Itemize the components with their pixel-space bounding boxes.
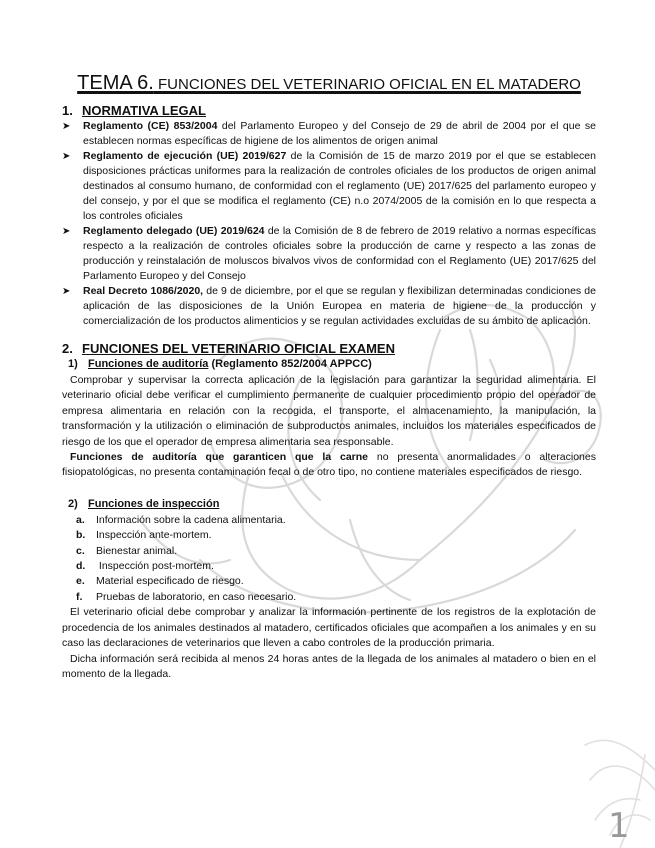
- subsection-reference: (Reglamento 852/2004 APPCC): [208, 358, 372, 370]
- bold-lead: Funciones de auditoría que garanticen que la carne: [70, 451, 369, 464]
- arrow-bullet-icon: ➤: [62, 151, 71, 162]
- regulation-name: Reglamento delegado (UE) 2019/624: [83, 225, 265, 237]
- arrow-bullet-icon: ➤: [62, 121, 71, 132]
- subsection-heading-inspeccion: [68, 497, 596, 512]
- regulation-item: [62, 224, 596, 284]
- item-letter: e.: [76, 575, 85, 588]
- inspection-item: [76, 574, 596, 589]
- subsection-number: 2): [68, 497, 78, 510]
- subsection-number: 1): [68, 358, 78, 370]
- item-text: Material especificado de riesgo.: [96, 575, 244, 588]
- title-text: FUNCIONES DEL VETERINARIO OFICIAL EN EL MATADERO: [153, 76, 581, 93]
- regulation-list: [62, 119, 596, 329]
- item-text: Información sobre la cadena alimentaria.: [96, 513, 286, 526]
- inspeccion-paragraph: El veterinario oficial debe comprobar y analizar la información pertinente de los registros de la explotación de procedencia de los animales destinados al matadero, certificados oficiales que acompañen a los animales y en su caso las declaraciones de veterinarios que lleven a cabo controles de la producción primaria.: [62, 606, 596, 650]
- item-letter: c.: [76, 544, 85, 557]
- item-letter: f.: [76, 590, 83, 603]
- subsection-title: Funciones de inspección: [88, 497, 220, 510]
- subsection-heading-auditoria: [68, 357, 596, 372]
- inspection-item: [76, 544, 596, 559]
- page-number: 1: [608, 806, 630, 846]
- document-page: [62, 60, 596, 682]
- item-text: Inspección ante-mortem.: [96, 529, 212, 542]
- item-letter: d.: [76, 560, 86, 573]
- inspeccion-paragraph-2: Dicha información será recibida al menos 24 horas antes de la llegada de los animales al matadero o bien en el momento de la llegada.: [62, 652, 596, 680]
- regulation-item: [62, 284, 596, 329]
- regulation-description: del Parlamento Europeo y del Consejo de 29 de abril de 2004 por el que se establecen normas específicas de higiene de los alimentos de origen animal: [83, 120, 596, 147]
- section-heading-normativa: [62, 103, 596, 119]
- item-text: Pruebas de laboratorio, en caso necesario.: [96, 590, 297, 603]
- item-letter: a.: [76, 513, 85, 526]
- auditoria-paragraph-2: [62, 450, 596, 481]
- regulation-item: [62, 119, 596, 149]
- item-text: Bienestar animal.: [96, 544, 178, 557]
- inspection-item: [76, 590, 596, 605]
- arrow-bullet-icon: ➤: [62, 226, 71, 237]
- regulation-description: de 9 de diciembre, por el que se regulan y flexibilizan determinadas condiciones de aplicación de las disposiciones de la Unión Europea en materia de higiene de la producción y comercialización de los productos alimenticios y se regulan actividades excluidas de su ámbito de aplicación.: [83, 285, 596, 327]
- section-heading-funciones: [62, 341, 596, 357]
- inspection-item: [76, 528, 596, 543]
- section-title: FUNCIONES DEL VETERINARIO OFICIAL EXAMEN: [82, 341, 395, 356]
- regulation-name: Real Decreto 1086/2020,: [83, 285, 204, 297]
- title-topic: TEMA 6.: [77, 72, 154, 94]
- inspection-list: [62, 513, 596, 605]
- document-title: [62, 60, 596, 97]
- paragraph-text: no presenta anormalidades o alteraciones fisiopatológicas, no presenta contaminación fecal o de otro tipo, no contiene materiales especificados de riesgo.: [62, 451, 596, 479]
- auditoria-paragraph: Comprobar y supervisar la correcta aplicación de la legislación para garantizar la seguridad alimentaria. El veterinario oficial debe verificar el cumplimiento permanente de cualquier procedimiento propio del operador de empresa alimentaria en relación con la recogida, el transporte, el almacenamiento, la manipulación, la transformación y la utilización o eliminación de subproductos animales, incluidos los materiales especificados de riesgo de los que el operador de empresa alimentaria sea responsable.: [62, 374, 596, 448]
- inspection-item: [76, 559, 596, 574]
- regulation-description: de la Comisión de 15 de marzo 2019 por el que se establecen disposiciones prácticas uniformes para la realización de controles oficiales de los productos de origen animal destinados al consumo humano, de conformidad con el reglamento (UE) 2017/625 del parlamento europeo y del consejo, y por el que se modifica el reglamento (CE) n.o 2074/2005 de la comisión en lo que respecta a los controles oficiales: [83, 150, 596, 222]
- regulation-description: de la Comisión de 8 de febrero de 2019 relativo a normas específicas respecto a la realización de controles oficiales sobre la producción de carne y respecto a las zonas de producción y reinstalación de moluscos bivalvos vivos de conformidad con el Reglamento (UE) 2017/625 del Parlamento Europeo y del Consejo: [83, 225, 596, 282]
- regulation-name: Reglamento de ejecución (UE) 2019/627: [83, 150, 287, 162]
- section-number: 2.: [62, 341, 73, 356]
- item-letter: b.: [76, 529, 86, 542]
- regulation-item: [62, 149, 596, 224]
- inspection-item: [76, 513, 596, 528]
- subsection-title: Funciones de auditoría: [88, 358, 209, 370]
- regulation-name: Reglamento (CE) 853/2004: [83, 120, 218, 132]
- section-title: NORMATIVA LEGAL: [82, 103, 206, 118]
- item-text: Inspección post-mortem.: [96, 560, 214, 573]
- section-number: 1.: [62, 103, 73, 118]
- arrow-bullet-icon: ➤: [62, 286, 71, 297]
